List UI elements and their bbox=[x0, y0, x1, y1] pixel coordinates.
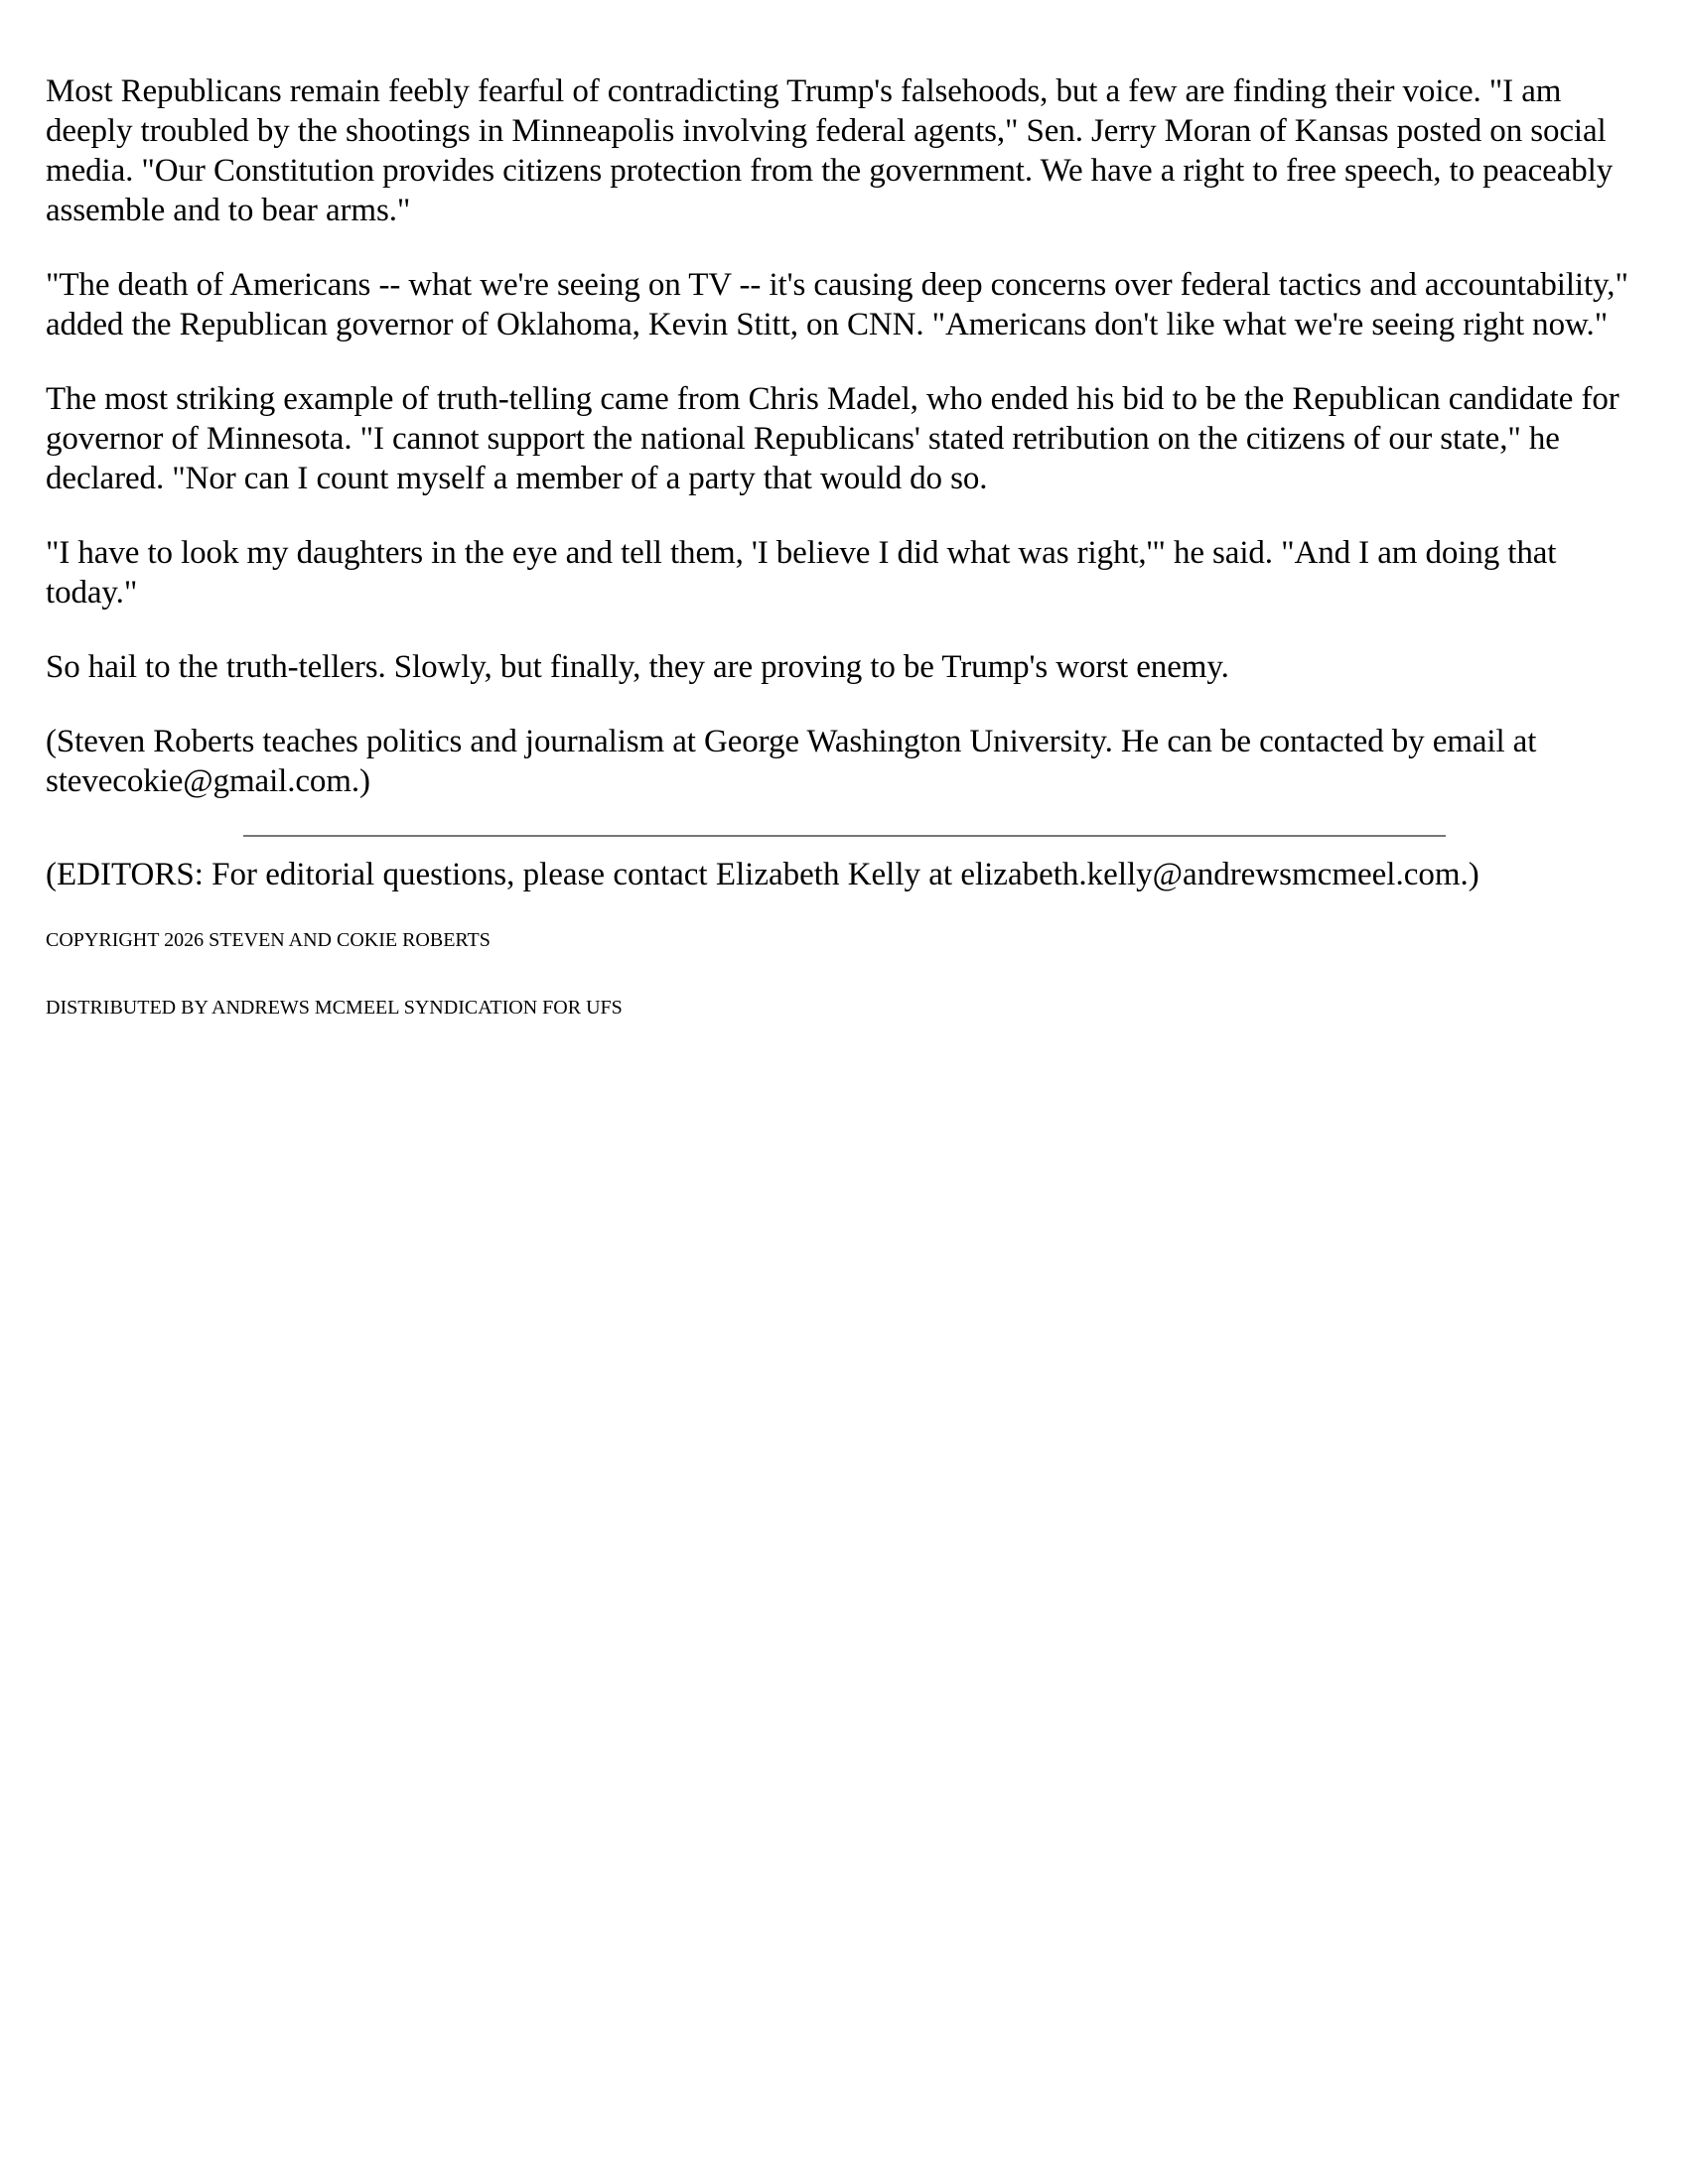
editors-note: (EDITORS: For editorial questions, please contact Elizabeth Kelly at elizabeth.kelly@andrewsmcmeel.com.) bbox=[46, 857, 1479, 892]
author-bio: (Steven Roberts teaches politics and journalism at George Washington University. He can be contacted by email at stevecokie@gmail.com.) bbox=[46, 724, 1537, 799]
distribution-line: DISTRIBUTED BY ANDREWS MCMEEL SYNDICATION FOR UFS bbox=[46, 997, 623, 1019]
paragraph-4: "I have to look my daughters in the eye and tell them, 'I believe I did what was right,'" he said. "And I am doing that today." bbox=[46, 535, 1557, 611]
copyright-line: COPYRIGHT 2026 STEVEN AND COKIE ROBERTS bbox=[46, 929, 491, 951]
paragraph-3: The most striking example of truth-telling came from Chris Madel, who ended his bid to be the Republican candidate for governor of Minnesota. "I cannot support the national Republicans' stated retribution on the citizens of our state," he declared. "Nor can I count myself a member of a party that would do so. bbox=[46, 381, 1619, 496]
horizontal-divider bbox=[243, 835, 1446, 837]
document-page bbox=[46, 71, 1644, 1063]
paragraph-1: Most Republicans remain feebly fearful of contradicting Trump's falsehoods, but a few are finding their voice. "I am deeply troubled by the shootings in Minneapolis involving federal agents," Sen. Jerry Moran of Kansas posted on social media. "Our Constitution provides citizens protection from the government. We have a right to free speech, to peaceably assemble and to bear arms." bbox=[46, 73, 1614, 228]
article-body bbox=[46, 71, 1644, 801]
paragraph-2: "The death of Americans -- what we're seeing on TV -- it's causing deep concerns over federal tactics and accountability," added the Republican governor of Oklahoma, Kevin Stitt, on CNN. "Americans don't like what we're seeing right now." bbox=[46, 267, 1628, 342]
paragraph-5: So hail to the truth-tellers. Slowly, but finally, they are proving to be Trump's worst enemy. bbox=[46, 649, 1229, 685]
